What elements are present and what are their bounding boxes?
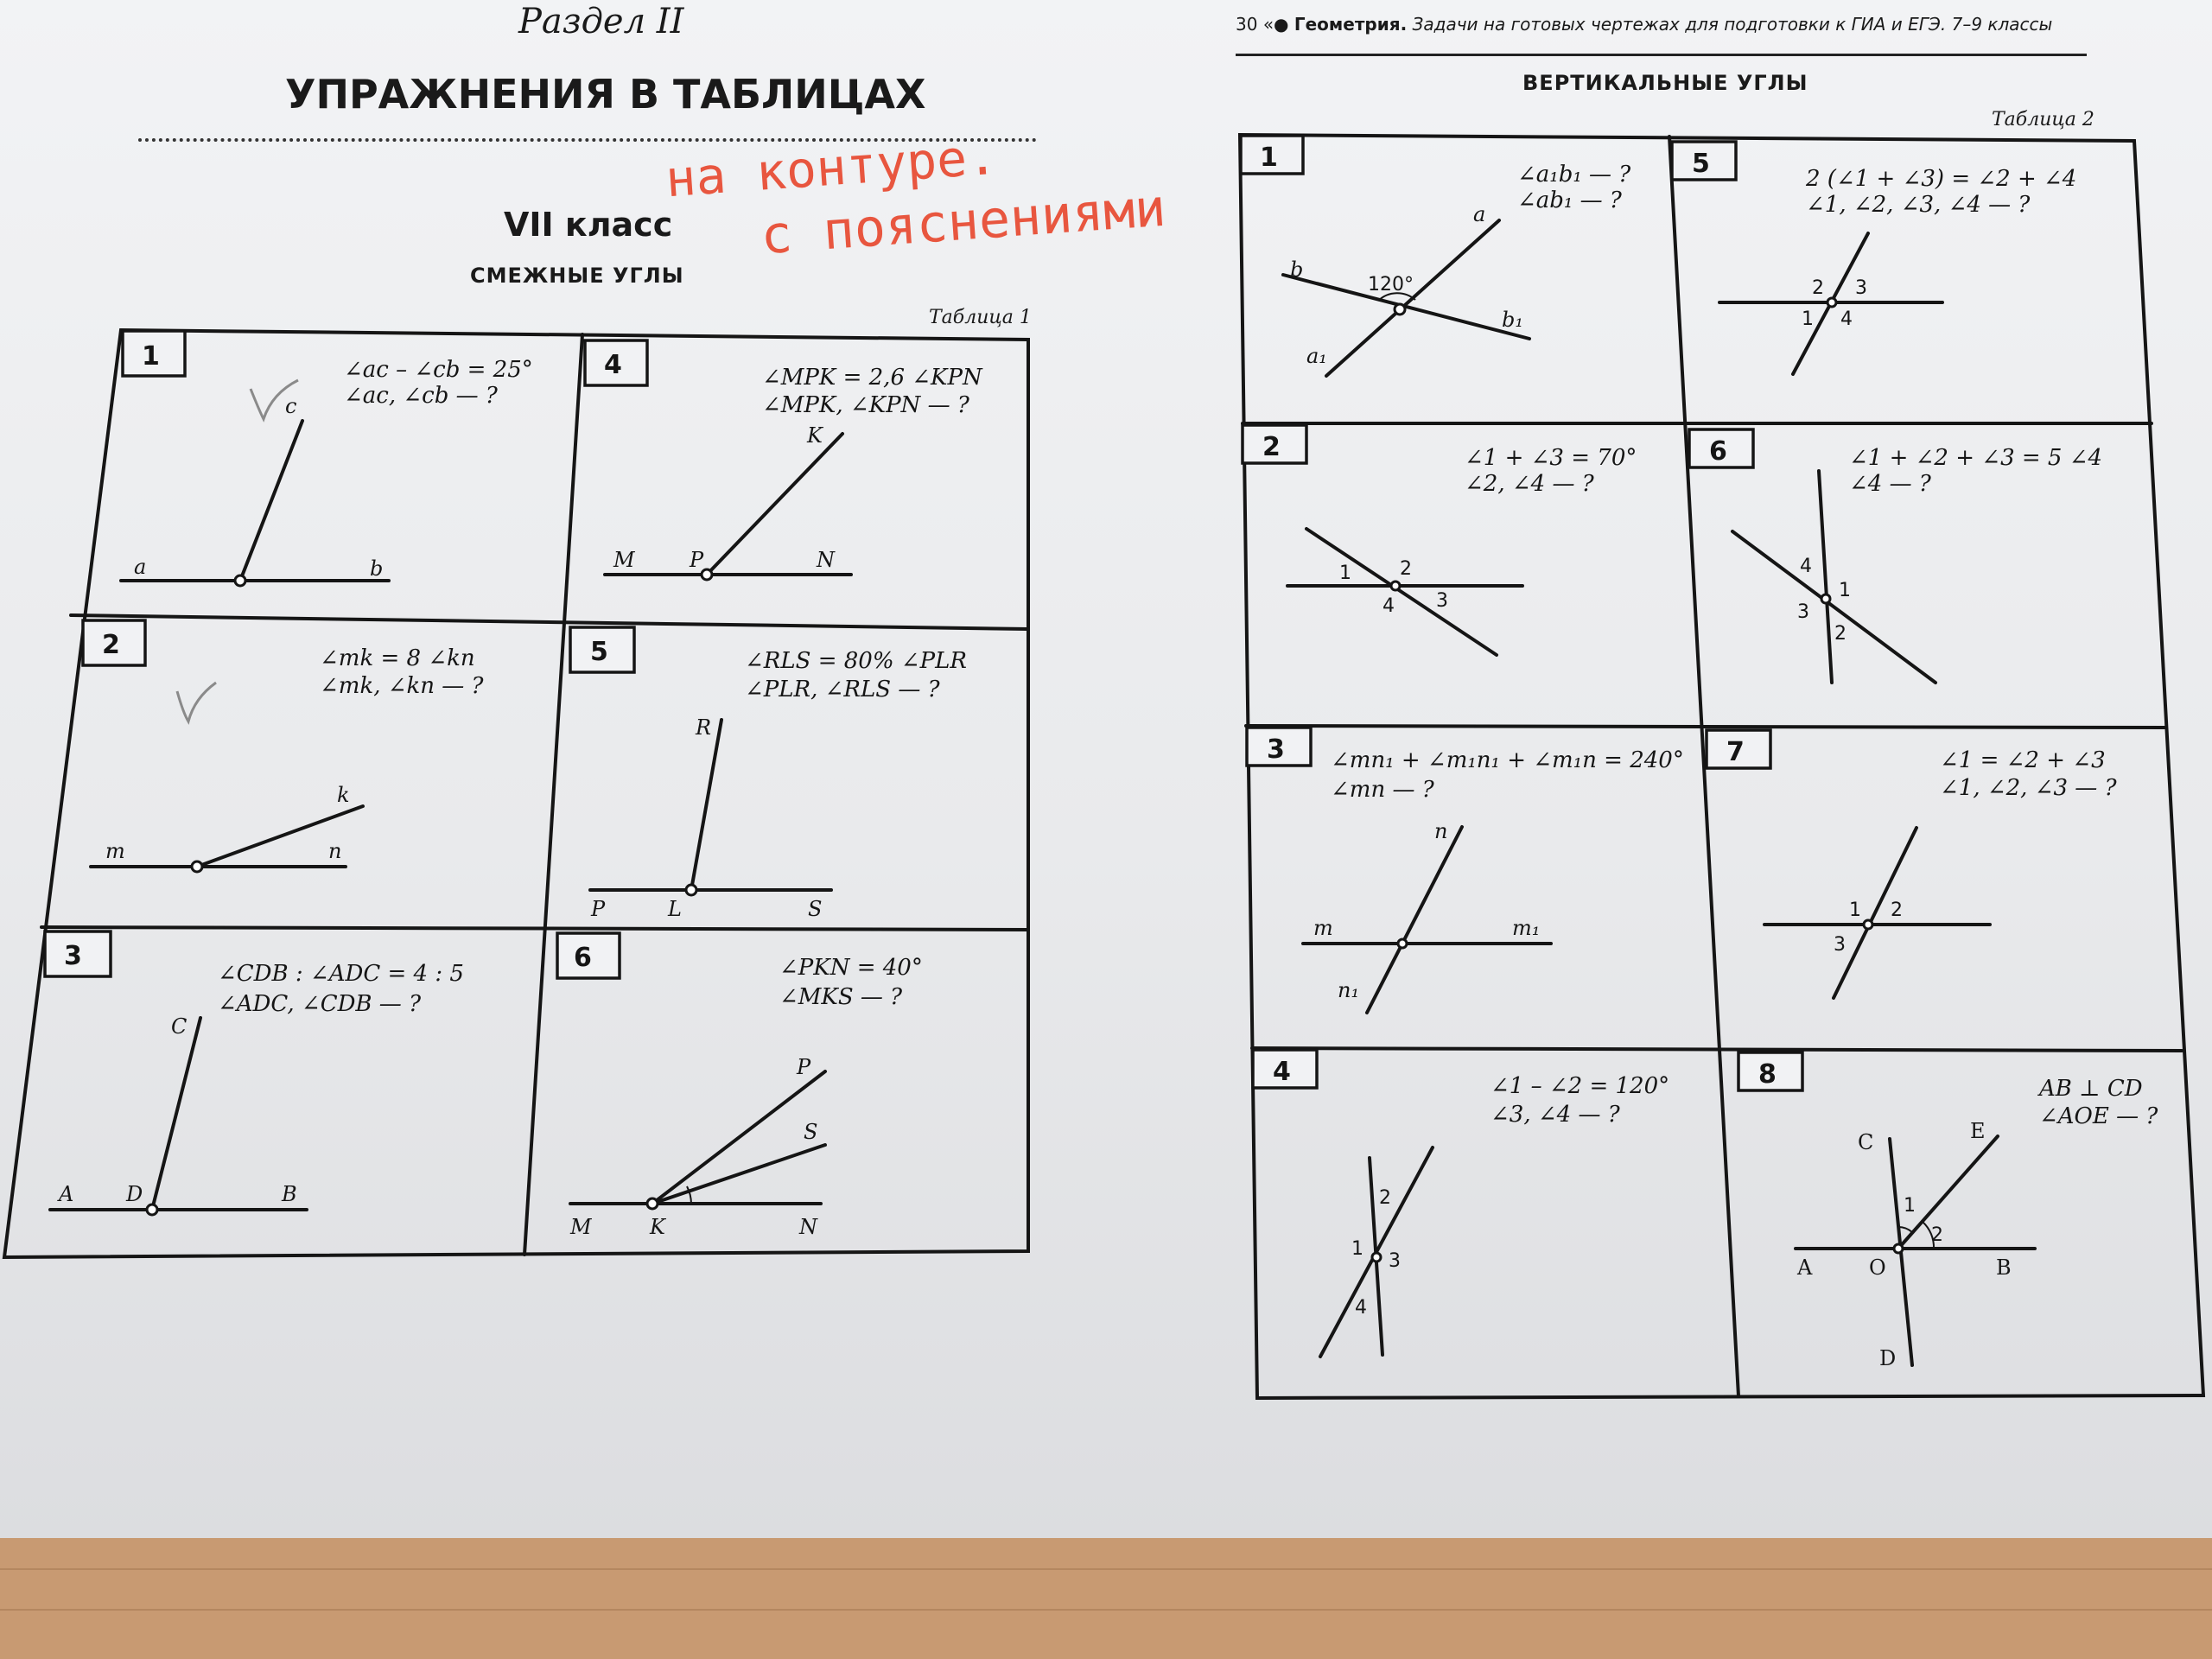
point-label: b xyxy=(1290,257,1304,282)
problem-condition: ∠1 – ∠2 = 120° xyxy=(1491,1073,1670,1099)
problem-number: 6 xyxy=(574,943,592,973)
problem-number: 5 xyxy=(590,637,608,667)
point-label: n xyxy=(328,839,342,863)
problem-question: ∠MKS — ? xyxy=(779,984,903,1010)
angle-label: 2 xyxy=(1379,1187,1391,1209)
angle-label: 4 xyxy=(1800,556,1812,577)
page-title: УПРАЖНЕНИЯ В ТАБЛИЦАХ xyxy=(285,71,926,118)
problem-condition: ∠PKN = 40° xyxy=(779,955,923,981)
problem-question: ∠4 — ? xyxy=(1849,471,1931,497)
vert-problem-2 xyxy=(1243,425,1637,655)
problem-question: ∠1, ∠2, ∠3, ∠4 — ? xyxy=(1806,192,2031,218)
point-label: M xyxy=(570,1215,592,1239)
grade-heading: VII класс xyxy=(504,206,673,244)
problem-question: ∠mn — ? xyxy=(1331,777,1434,803)
running-head-title: Геометрия. xyxy=(1294,14,1408,35)
adj-problem-3 xyxy=(45,931,464,1215)
angle-label: 1 xyxy=(1849,899,1861,921)
problem-question: ∠2, ∠4 — ? xyxy=(1465,471,1594,497)
angle-label: 3 xyxy=(1797,601,1809,623)
point-label: E xyxy=(1970,1119,1986,1143)
vert-problem-5 xyxy=(1672,142,2076,374)
angle-label: 4 xyxy=(1382,595,1395,617)
problem-number: 4 xyxy=(1273,1057,1291,1087)
problem-question: ∠1, ∠2, ∠3 — ? xyxy=(1940,775,2117,801)
page-number: 30 xyxy=(1236,14,1258,35)
angle-label: 3 xyxy=(1855,277,1867,299)
angle-label: 1 xyxy=(1839,580,1851,601)
section-title: Раздел II xyxy=(518,2,684,41)
point-label: C xyxy=(171,1014,188,1039)
point-label: B xyxy=(1996,1255,2012,1280)
table-label-1: Таблица 1 xyxy=(929,307,1032,328)
angle-label: 1 xyxy=(1351,1238,1363,1260)
adj-problem-4 xyxy=(585,340,983,580)
point-label: b₁ xyxy=(1502,308,1523,332)
point-label: D xyxy=(1879,1346,1897,1370)
topic-heading-adjacent: СМЕЖНЫЕ УГЛЫ xyxy=(470,264,684,288)
angle-label: 120° xyxy=(1368,274,1414,296)
point-label: M xyxy=(613,548,635,572)
angle-label: 4 xyxy=(1840,308,1853,330)
problem-condition: ∠1 + ∠3 = 70° xyxy=(1465,445,1637,471)
table-label-2: Таблица 2 xyxy=(1992,109,2094,130)
point-label: N xyxy=(799,1215,817,1239)
point-label: n xyxy=(1434,819,1448,843)
problem-number: 7 xyxy=(1726,737,1745,767)
angle-label: 2 xyxy=(1931,1224,1943,1246)
problem-condition: ∠1 + ∠2 + ∠3 = 5 ∠4 xyxy=(1849,445,2103,471)
angle-label: 1 xyxy=(1802,308,1814,330)
problem-condition: AB ⊥ CD xyxy=(2039,1076,2143,1102)
point-label: O xyxy=(1869,1255,1886,1280)
point-label: K xyxy=(650,1215,665,1239)
handwritten-note-1: на контуре. xyxy=(664,126,1000,209)
angle-label: 1 xyxy=(1904,1195,1916,1217)
problem-condition: ∠mk = 8 ∠kn xyxy=(320,645,475,671)
problem-number: 8 xyxy=(1758,1059,1777,1090)
point-label: P xyxy=(797,1055,811,1079)
problem-number: 2 xyxy=(102,630,120,660)
angle-label: 2 xyxy=(1834,623,1847,645)
handwritten-note-2: с пояснениями xyxy=(759,177,1168,267)
point-label: a xyxy=(1473,202,1486,226)
problem-question: ∠ADC, ∠CDB — ? xyxy=(218,991,422,1017)
point-label: D xyxy=(126,1182,143,1206)
problem-question: ∠3, ∠4 — ? xyxy=(1491,1102,1620,1128)
point-label: m xyxy=(1313,916,1333,940)
point-label: m₁ xyxy=(1512,916,1541,940)
problem-number: 3 xyxy=(64,941,82,971)
problem-number: 1 xyxy=(1260,143,1278,173)
vert-problem-7 xyxy=(1707,730,2118,998)
problem-question: ∠ac, ∠cb — ? xyxy=(344,383,498,409)
point-label: C xyxy=(1858,1130,1874,1154)
problem-question: ∠PLR, ∠RLS — ? xyxy=(745,677,940,702)
table-1-grid xyxy=(4,330,1028,1257)
vert-problem-8 xyxy=(1738,1052,2158,1370)
point-label: b xyxy=(370,556,384,581)
running-head-subtitle: Задачи на готовых чертежах для подготовки к ГИА и ЕГЭ. 7–9 классы xyxy=(1412,14,2053,35)
problem-number: 1 xyxy=(142,341,160,372)
problem-condition: ∠mn₁ + ∠m₁n₁ + ∠m₁n = 240° xyxy=(1331,747,1684,773)
angle-label: 2 xyxy=(1812,277,1824,299)
problem-question: ∠ab₁ — ? xyxy=(1517,188,1622,213)
point-label: R xyxy=(696,715,712,740)
point-label: A xyxy=(59,1182,74,1206)
problem-condition: ∠ac – ∠cb = 25° xyxy=(344,357,533,383)
angle-label: 4 xyxy=(1355,1297,1367,1319)
adj-problem-5 xyxy=(570,627,967,921)
angle-label: 3 xyxy=(1436,590,1448,612)
point-label: a₁ xyxy=(1306,344,1327,368)
vert-problem-3 xyxy=(1247,728,1684,1013)
problem-question: ∠MPK, ∠KPN — ? xyxy=(762,392,969,418)
adj-problem-6 xyxy=(557,933,923,1239)
point-label: B xyxy=(282,1182,297,1206)
point-label: P xyxy=(690,548,704,572)
angle-label: 1 xyxy=(1339,563,1351,584)
problem-question: ∠mk, ∠kn — ? xyxy=(320,673,484,699)
point-label: k xyxy=(337,783,350,807)
vert-problem-1 xyxy=(1241,136,1631,376)
problem-question: ∠AOE — ? xyxy=(2039,1103,2158,1129)
problem-number: 6 xyxy=(1709,436,1727,467)
vert-problem-4 xyxy=(1253,1050,1669,1357)
problem-number: 5 xyxy=(1692,149,1710,179)
point-label: a xyxy=(134,555,147,579)
problem-condition: ∠MPK = 2,6 ∠KPN xyxy=(762,365,982,391)
problem-condition: 2 (∠1 + ∠3) = ∠2 + ∠4 xyxy=(1806,166,2077,192)
vert-problem-6 xyxy=(1689,429,2102,683)
adj-problem-1 xyxy=(121,331,533,586)
point-label: K xyxy=(807,423,823,448)
point-label: A xyxy=(1797,1255,1813,1280)
point-label: n₁ xyxy=(1338,978,1360,1002)
problem-condition: ∠1 = ∠2 + ∠3 xyxy=(1940,747,2106,773)
point-label: S xyxy=(804,1120,818,1144)
topic-heading-vertical: ВЕРТИКАЛЬНЫЕ УГЛЫ xyxy=(1522,71,1808,95)
point-label: S xyxy=(808,897,823,921)
problem-condition: ∠RLS = 80% ∠PLR xyxy=(745,648,967,674)
point-label: c xyxy=(285,394,297,418)
angle-label: 2 xyxy=(1891,899,1903,921)
point-label: m xyxy=(105,839,125,863)
running-head: 30 «● Геометрия. Задачи на готовых чертежах для подготовки к ГИА и ЕГЭ. 7–9 классы xyxy=(1236,14,2053,35)
point-label: P xyxy=(591,897,606,921)
adj-problem-2 xyxy=(83,620,485,872)
problem-number: 4 xyxy=(604,350,622,380)
point-label: N xyxy=(817,548,835,572)
point-label: L xyxy=(668,897,682,921)
problem-condition: ∠a₁b₁ — ? xyxy=(1517,162,1631,188)
problem-condition: ∠CDB : ∠ADC = 4 : 5 xyxy=(218,961,464,987)
problem-number: 3 xyxy=(1267,734,1285,765)
angle-label: 2 xyxy=(1400,558,1412,580)
angle-label: 3 xyxy=(1389,1250,1401,1272)
angle-label: 3 xyxy=(1834,934,1846,956)
problem-number: 2 xyxy=(1262,432,1281,462)
